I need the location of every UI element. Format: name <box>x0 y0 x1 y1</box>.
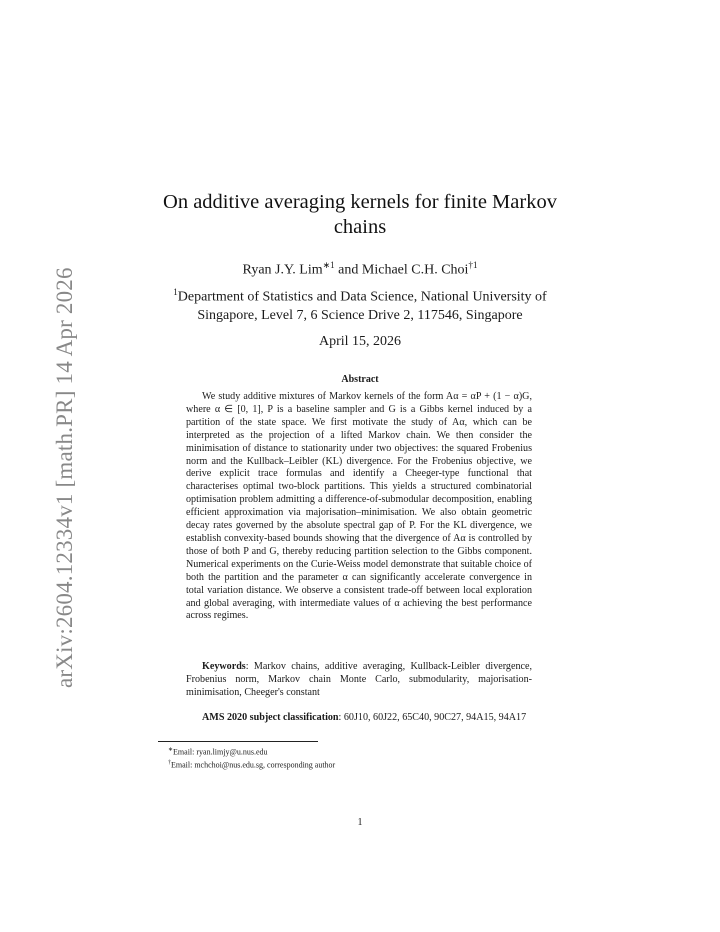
footnote-2-mark: † <box>168 760 171 767</box>
paper-title-line-1: On additive averaging kernels for finite Markov <box>163 191 557 213</box>
ams-codes: : 60J10, 60J22, 65C40, 90C27, 94A15, 94A17 <box>338 712 527 723</box>
affiliation-line-2: Singapore, Level 7, 6 Science Drive 2, 117546, Singapore <box>197 307 523 323</box>
author-2-name: Michael C.H. Choi <box>361 262 469 278</box>
author-conjunction: and <box>338 262 359 278</box>
footnote-1 <box>168 745 568 758</box>
keywords <box>186 661 532 700</box>
affiliation-mark: 1 <box>173 287 178 297</box>
footnotes <box>168 745 568 771</box>
footnote-2 <box>168 758 568 771</box>
page-number: 1 <box>357 817 363 828</box>
paper-date: April 15, 2026 <box>318 334 402 349</box>
author-2-marks: †1 <box>468 260 478 270</box>
paper-title <box>120 190 600 240</box>
abstract-body: We study additive mixtures of Markov kernels of the form Aα = αP + (1 − α)G, where α ∈ [0, 1], P is a baseline sampler and G is a Gibbs kernel induced by a partition of the state space. We first motivate the study of Aα, which can be interpreted as the projection of a lifted Markov chain. We then consider the minimisation of distance to stationarity under two objectives: the squared Frobenius norm and the Kullback–Leibler (KL) divergence. For the Frobenius objective, we derive explicit trace formulas and identify a Cheeger-type functional that characterises optimal two-block partitions. This yields a structured combinatorial optimisation problem admitting a difference-of-submodular decomposition, enabling efficient approximation via majorisation–minimisation. We also obtain geometric decay rates governed by the absolute spectral gap of P. For the KL divergence, we establish convexity-based bounds showing that the divergence of Aα is controlled by those of both P and G, thereby reducing partition selection to the Gibbs component. Numerical experiments on the Curie-Weiss model demonstrate that suitable choice of both the partition and the parameter α can significantly accelerate convergence in total variation distance. We observe a consistent trade-off between local exploration and global averaging, with intermediate values of α achieving the best performance across regimes. <box>186 391 532 622</box>
keywords-label: Keywords <box>202 661 246 672</box>
affiliation <box>130 283 590 325</box>
author-1-name: Ryan J.Y. Lim <box>242 262 323 278</box>
arxiv-identifier-text: arXiv:2604.12334v1 [math.PR] 14 Apr 2026 <box>52 267 77 688</box>
footnote-1-mark: ∗ <box>168 747 174 753</box>
author-list <box>120 256 600 280</box>
footnote-1-text: Email: ryan.limjy@u.nus.edu <box>173 747 268 757</box>
abstract-heading: Abstract <box>341 374 379 385</box>
affiliation-line-1-text: Department of Statistics and Data Science, National University of <box>177 289 547 305</box>
author-1-marks: ∗1 <box>322 260 335 270</box>
paper-title-line-2: chains <box>333 216 387 238</box>
ams-label: AMS 2020 subject classification <box>202 712 339 723</box>
keywords-text: : Markov chains, additive averaging, Kullback-Leibler divergence, Frobenius norm, Markov chain Monte Carlo, submodularity, majorisation-minimisation, Cheeger's constant <box>186 661 532 698</box>
footnote-divider <box>158 741 318 742</box>
footnote-2-text: Email: mchchoi@nus.edu.sg, corresponding author <box>171 760 336 770</box>
ams-classification <box>186 712 532 725</box>
affiliation-line-1 <box>130 283 590 307</box>
arxiv-identifier-stamp <box>16 248 77 688</box>
